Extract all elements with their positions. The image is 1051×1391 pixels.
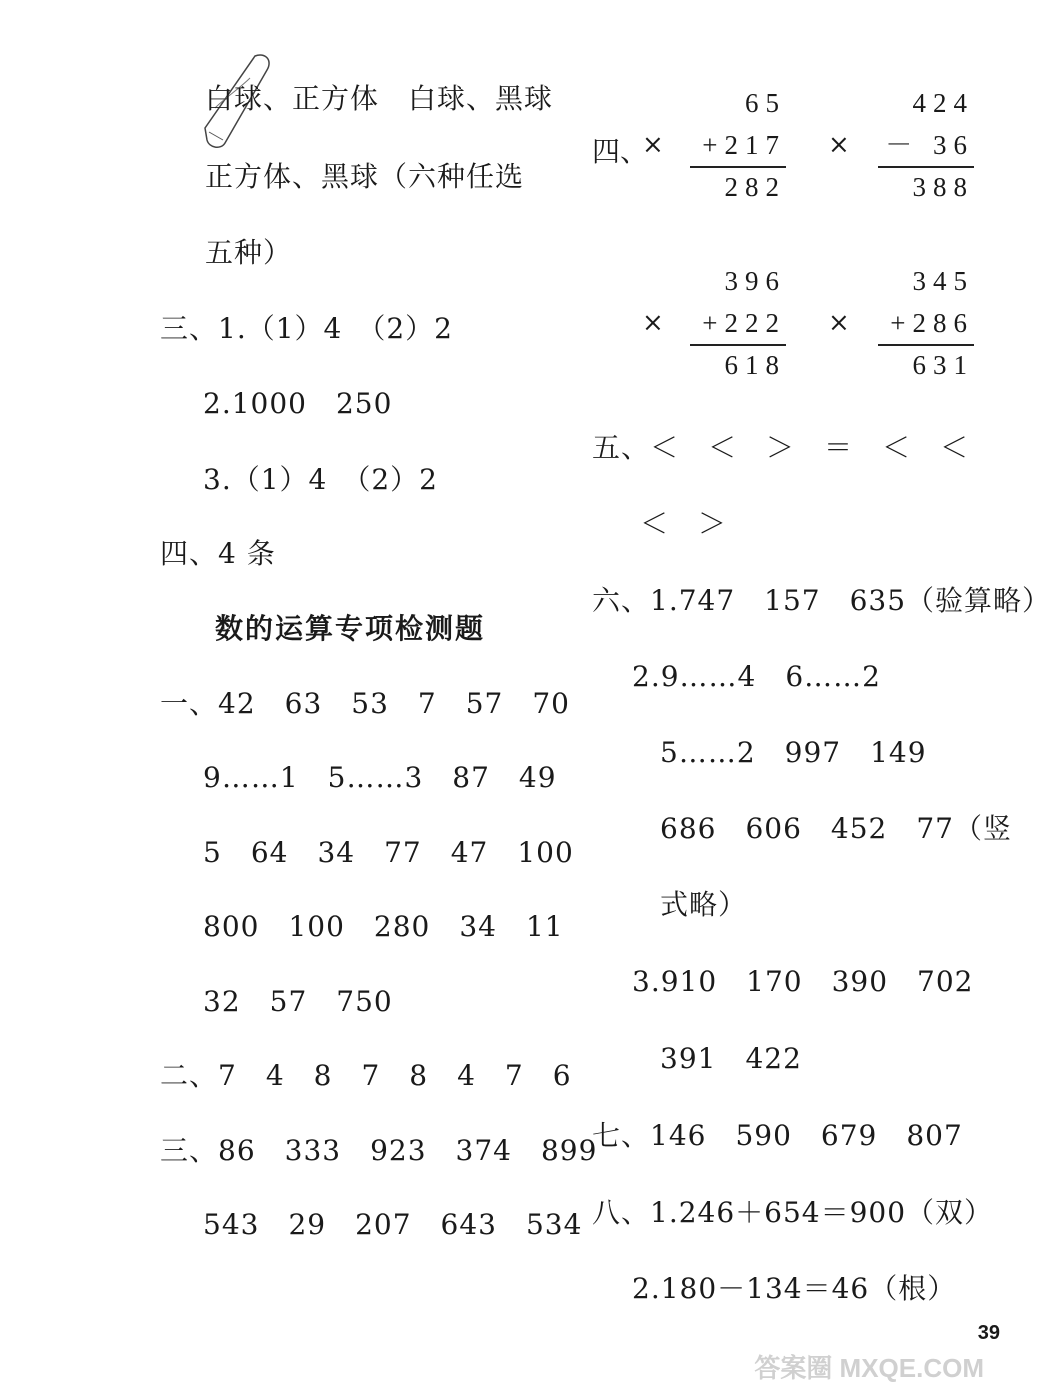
calc-top: 65 bbox=[745, 88, 786, 118]
section-label: 四、 bbox=[592, 135, 649, 168]
answer-line: 正方体、黑球（六种任选 bbox=[205, 160, 525, 193]
answer-line: 七、146 590 679 807 bbox=[592, 1119, 963, 1152]
answer-line: 686 606 452 77（竖 bbox=[660, 812, 1012, 845]
answer-line: 32 57 750 bbox=[203, 985, 393, 1018]
answer-line: 五种） bbox=[205, 236, 293, 269]
section-title: 数的运算专项检测题 bbox=[215, 612, 486, 645]
answer-line: 白球、正方体 白球、黑球 bbox=[205, 82, 554, 115]
wrong-mark: × bbox=[642, 308, 664, 338]
answer-line: 5……2 997 149 bbox=[660, 736, 927, 769]
calc-result: 618 bbox=[724, 350, 786, 380]
calc-top: 345 bbox=[912, 266, 974, 296]
answer-line: 3.（1）4 （2）2 bbox=[203, 463, 438, 496]
answer-line: 三、86 333 923 374 899 bbox=[160, 1134, 598, 1167]
answer-line: 八、1.246＋654＝900（双） bbox=[592, 1196, 994, 1229]
answer-line: 式略） bbox=[660, 888, 748, 921]
vertical-calculation bbox=[878, 88, 974, 208]
calc-result: 631 bbox=[912, 350, 974, 380]
calc-line bbox=[690, 344, 786, 346]
answer-line: 2.180－134＝46（根） bbox=[632, 1272, 957, 1305]
calc-operand: +217 bbox=[702, 130, 786, 160]
vertical-calculation bbox=[690, 266, 786, 386]
answer-line: 二、7 4 8 7 8 4 7 6 bbox=[160, 1059, 572, 1092]
calc-line bbox=[878, 344, 974, 346]
answer-line: 一、42 63 53 7 57 70 bbox=[160, 687, 570, 720]
wrong-mark: × bbox=[828, 308, 850, 338]
answer-line: 五、＜ ＜ ＞ ＝ ＜ ＜ bbox=[592, 431, 970, 464]
answer-line: 3.910 170 390 702 bbox=[632, 965, 974, 998]
answer-line: 543 29 207 643 534 bbox=[203, 1208, 583, 1241]
calc-result: 388 bbox=[912, 172, 974, 202]
calc-operand: +222 bbox=[702, 308, 786, 338]
calc-result: 282 bbox=[724, 172, 786, 202]
answer-line: 800 100 280 34 11 bbox=[203, 910, 564, 943]
watermark: 答案圈 MXQE.COM bbox=[754, 1353, 984, 1383]
vertical-calculation bbox=[878, 266, 974, 386]
answer-line: 三、1.（1）4 （2）2 bbox=[160, 312, 453, 345]
wrong-mark: × bbox=[828, 130, 850, 160]
answer-line: 2.1000 250 bbox=[203, 387, 393, 420]
vertical-calculation bbox=[690, 88, 786, 208]
answer-line: 六、1.747 157 635（验算略） bbox=[592, 584, 1051, 617]
calc-operand: +286 bbox=[890, 308, 974, 338]
calc-top: 424 bbox=[912, 88, 974, 118]
calc-operand: － 36 bbox=[885, 130, 974, 160]
calc-top: 396 bbox=[724, 266, 786, 296]
answer-line: 5 64 34 77 47 100 bbox=[203, 836, 574, 869]
answer-line: 9……1 5……3 87 49 bbox=[203, 761, 557, 794]
answer-line: 391 422 bbox=[660, 1042, 802, 1075]
calc-line bbox=[878, 166, 974, 168]
page-number: 39 bbox=[977, 1322, 1000, 1344]
calc-line bbox=[690, 166, 786, 168]
answer-line: 四、4 条 bbox=[160, 537, 276, 570]
answer-line: 2.9……4 6……2 bbox=[632, 660, 881, 693]
wrong-mark: × bbox=[642, 130, 664, 160]
answer-line: ＜ ＞ bbox=[640, 507, 728, 540]
